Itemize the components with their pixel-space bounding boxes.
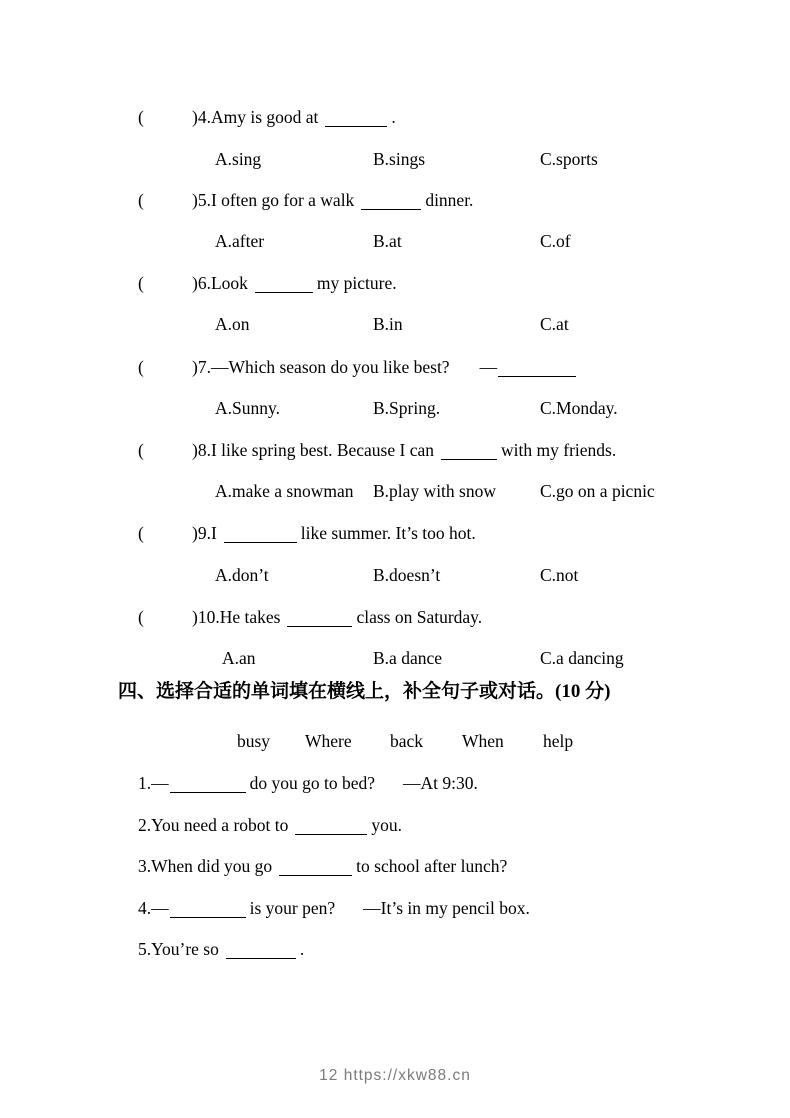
fill-item-row-5 (0, 936, 790, 962)
item1-pre: 1.— (138, 773, 169, 793)
q6-option-b[interactable]: B.in (373, 314, 403, 334)
q9-answer-blank[interactable] (224, 537, 297, 543)
q6-post: my picture. (316, 273, 397, 293)
item2-pre: 2.You need a robot to (138, 815, 289, 835)
q8-option-b[interactable]: B.play with snow (373, 481, 496, 501)
q5-answer-paren[interactable]: ( (138, 190, 144, 210)
q5-pre: )5.I often go for a walk (192, 190, 355, 210)
q4-pre: )4.Amy is good at (192, 107, 319, 127)
q9-option-a[interactable]: A.don’t (215, 565, 269, 585)
item4-pre: 4.— (138, 898, 169, 918)
q4-post: . (391, 107, 396, 127)
word-bank-busy[interactable]: busy (237, 731, 271, 751)
q9-pre: )9.I (192, 523, 217, 543)
q6-answer-paren[interactable]: ( (138, 273, 144, 293)
question-row-4 (0, 104, 790, 130)
options-row-5 (0, 228, 790, 254)
options-row-9 (0, 562, 790, 588)
q8-answer-paren[interactable]: ( (138, 440, 144, 460)
q9-answer-paren[interactable]: ( (138, 523, 144, 543)
q8-option-c[interactable]: C.go on a picnic (540, 481, 655, 501)
word-bank-where[interactable]: Where (305, 731, 352, 751)
fill-item-5 (138, 936, 304, 962)
item5-pre: 5.You’re so (138, 939, 219, 959)
fill-item-row-3 (0, 853, 790, 879)
fill-item-row-2 (0, 812, 790, 838)
q10-post: class on Saturday. (356, 607, 483, 627)
q9-post: like summer. It’s too hot. (300, 523, 476, 543)
options-row-7 (0, 395, 790, 421)
section4-heading: 四、选择合适的单词填在横线上，补全句子或对话。(10 分) (118, 681, 611, 702)
word-bank-when[interactable]: When (462, 731, 504, 751)
q10-answer-blank[interactable] (287, 621, 352, 627)
section4-heading-row (0, 679, 790, 705)
item4-blank[interactable] (170, 912, 246, 918)
item3-blank[interactable] (279, 870, 352, 876)
question-row-10 (0, 604, 790, 630)
options-row-10 (0, 645, 790, 671)
q9-text (192, 520, 476, 546)
q5-text (192, 187, 473, 213)
q6-pre: )6.Look (192, 273, 248, 293)
q7-answer-dash: — (479, 357, 498, 377)
question-row-6 (0, 270, 790, 296)
q9-option-c[interactable]: C.not (540, 565, 579, 585)
options-row-8 (0, 478, 790, 504)
word-bank-help[interactable]: help (543, 731, 574, 751)
q10-option-b[interactable]: B.a dance (373, 648, 442, 668)
q4-option-c[interactable]: C.sports (540, 149, 598, 169)
q7-text (192, 354, 580, 380)
q8-option-a[interactable]: A.make a snowman (215, 481, 354, 501)
options-row-6 (0, 311, 790, 337)
word-bank-row (0, 728, 790, 754)
fill-item-row-1 (0, 770, 790, 796)
q7-answer-paren[interactable]: ( (138, 357, 144, 377)
q4-option-b[interactable]: B.sings (373, 149, 426, 169)
item5-blank[interactable] (226, 953, 296, 959)
q7-option-c[interactable]: C.Monday. (540, 398, 618, 418)
q4-answer-blank[interactable] (325, 121, 387, 127)
item5-post: . (299, 939, 305, 959)
page-footer (0, 1067, 790, 1085)
q4-text (192, 104, 396, 130)
q8-answer-blank[interactable] (441, 454, 497, 460)
q8-pre: )8.I like spring best. Because I can (192, 440, 435, 460)
q5-option-a[interactable]: A.after (215, 231, 265, 251)
fill-item-4 (138, 895, 530, 921)
item3-pre: 3.When did you go (138, 856, 273, 876)
q10-pre: )10.He takes (192, 607, 281, 627)
item1-post: do you go to bed? (249, 773, 376, 793)
item2-post: you. (371, 815, 402, 835)
fill-item-3 (138, 853, 507, 879)
question-row-8 (0, 437, 790, 463)
q10-option-a[interactable]: A.an (222, 648, 256, 668)
q6-text (192, 270, 397, 296)
q10-text (192, 604, 482, 630)
q4-answer-paren[interactable]: ( (138, 107, 144, 127)
question-row-7 (0, 354, 790, 380)
q6-answer-blank[interactable] (255, 287, 313, 293)
q5-option-b[interactable]: B.at (373, 231, 402, 251)
question-row-9 (0, 520, 790, 546)
q5-answer-blank[interactable] (361, 204, 421, 210)
question-row-5 (0, 187, 790, 213)
word-bank-back[interactable]: back (390, 731, 424, 751)
q8-post: with my friends. (501, 440, 617, 460)
fill-item-2 (138, 812, 402, 838)
q4-option-a[interactable]: A.sing (215, 149, 262, 169)
q5-post: dinner. (425, 190, 474, 210)
fill-item-row-4 (0, 895, 790, 921)
q8-text (192, 437, 616, 463)
q6-option-a[interactable]: A.on (215, 314, 250, 334)
q6-option-c[interactable]: C.at (540, 314, 569, 334)
q5-option-c[interactable]: C.of (540, 231, 571, 251)
footer-url[interactable]: 12 https://xkw88.cn (319, 1067, 471, 1084)
q9-option-b[interactable]: B.doesn’t (373, 565, 441, 585)
fill-item-1 (138, 770, 478, 796)
q7-option-a[interactable]: A.Sunny. (215, 398, 280, 418)
item1-blank[interactable] (170, 787, 246, 793)
options-row-4 (0, 146, 790, 172)
q7-answer-blank[interactable] (498, 371, 576, 377)
q10-option-c[interactable]: C.a dancing (540, 648, 624, 668)
item4-answer: —It’s in my pencil box. (363, 898, 530, 918)
q10-answer-paren[interactable]: ( (138, 607, 144, 627)
item3-post: to school after lunch? (356, 856, 508, 876)
item4-post: is your pen? (249, 898, 336, 918)
q7-pre: )7.—Which season do you like best? (192, 357, 450, 377)
q7-option-b[interactable]: B.Spring. (373, 398, 441, 418)
item2-blank[interactable] (295, 829, 367, 835)
item1-answer: —At 9:30. (403, 773, 478, 793)
